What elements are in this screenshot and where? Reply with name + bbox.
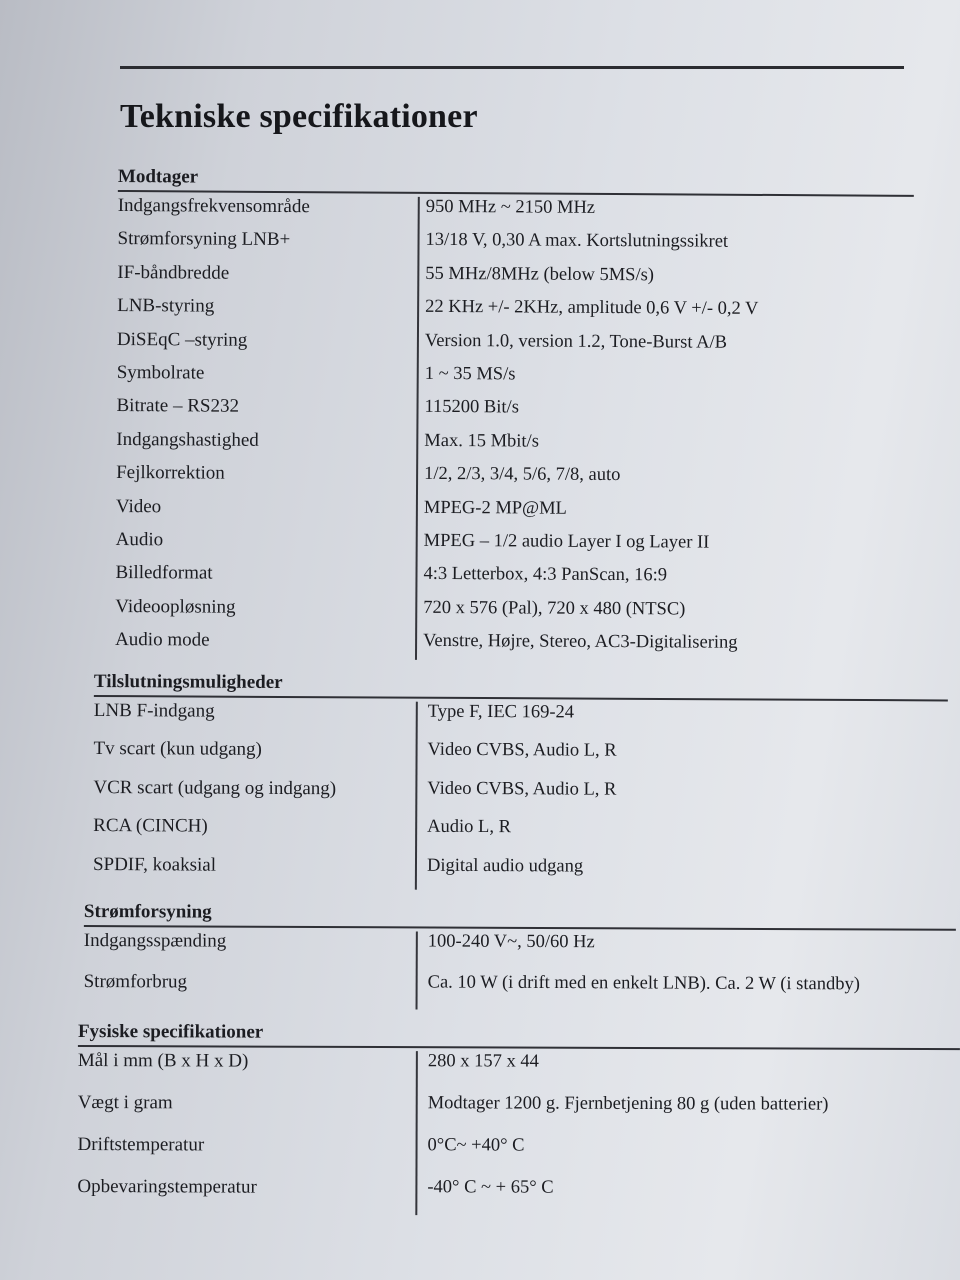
spec-value: Video CVBS, Audio L, R <box>427 740 617 762</box>
spec-row <box>117 295 913 333</box>
spec-label: Vægt i gram <box>77 1091 173 1114</box>
spec-row <box>84 930 956 975</box>
spec-row <box>116 429 912 467</box>
spec-row <box>117 329 913 367</box>
spec-value: 115200 Bit/s <box>424 397 519 418</box>
spec-label: Tv scart (kun udgang) <box>93 738 262 761</box>
section-heading <box>118 165 914 194</box>
section-heading-text: Fysiske specifikationer <box>77 1021 264 1043</box>
spec-label: Strømforbrug <box>83 970 188 993</box>
section-tilslutningsmuligheder <box>93 670 948 896</box>
spec-label: RCA (CINCH) <box>93 815 208 837</box>
spec-label: Fejlkorrektion <box>116 462 225 484</box>
spec-row <box>117 262 913 300</box>
spec-label: DiSEqC –styring <box>116 328 248 351</box>
spec-label: Audio <box>115 528 164 551</box>
spec-label: Indgangsfrekvensområde <box>117 194 310 218</box>
section-fysiske-specifikationer <box>77 1020 960 1221</box>
section-heading <box>84 900 956 928</box>
spec-label: Mål i mm (B x H x D) <box>77 1049 249 1072</box>
spec-row <box>115 596 911 634</box>
spec-label: VCR scart (udgang og indgang) <box>93 776 337 800</box>
spec-row <box>77 1176 959 1221</box>
spec-label: Video <box>115 495 162 517</box>
spec-row <box>93 815 947 858</box>
spec-row <box>84 971 956 1016</box>
spec-row <box>78 1092 960 1137</box>
section-modtager <box>115 165 914 667</box>
spec-table <box>115 195 914 667</box>
spec-value: Modtager 1200 g. Fjernbetjening 80 g (uden batterier) <box>427 1093 829 1115</box>
spec-value: 55 MHz/8MHz (below 5MS/s) <box>425 263 655 286</box>
section-rule <box>78 1045 960 1050</box>
spec-value: -40° C ~ + 65° C <box>427 1177 554 1198</box>
spec-label: Bitrate – RS232 <box>116 395 240 418</box>
spec-value: 13/18 V, 0,30 A max. Kortslutningssikret <box>425 230 729 253</box>
section-heading <box>94 670 948 698</box>
spec-value: 1/2, 2/3, 3/4, 5/6, 7/8, auto <box>424 464 621 486</box>
spec-label: Driftstemperatur <box>77 1133 205 1156</box>
spec-value: Type F, IEC 169-24 <box>427 701 575 723</box>
section-heading-text: Tilslutningsmuligheder <box>93 671 283 693</box>
spec-value: 1 ~ 35 MS/s <box>424 363 516 385</box>
spec-row <box>117 228 913 266</box>
spec-value: 0°C~ +40° C <box>427 1135 525 1156</box>
spec-value: 100-240 V~, 50/60 Hz <box>427 931 595 953</box>
spec-value: 4:3 Letterbox, 4:3 PanScan, 16:9 <box>423 564 668 586</box>
spec-value: MPEG – 1/2 audio Layer I og Layer II <box>423 530 710 553</box>
page-title: Tekniske specifikationer <box>120 98 478 135</box>
spec-value: Max. 15 Mbit/s <box>424 430 539 452</box>
spec-row <box>93 777 947 820</box>
spec-value: Audio L, R <box>427 816 511 838</box>
top-rule <box>120 66 904 69</box>
section-heading <box>78 1020 960 1047</box>
spec-table <box>93 700 948 896</box>
spec-row <box>77 1134 959 1179</box>
spec-row <box>116 462 912 500</box>
section-heading-text: Strømforsyning <box>83 901 212 923</box>
spec-row <box>93 854 947 897</box>
spec-value: Version 1.0, version 1.2, Tone-Burst A/B <box>424 330 728 353</box>
spec-value: Ca. 10 W (i drift med en enkelt LNB). Ca. 2 W (i standby) <box>427 972 860 995</box>
spec-label: IF-båndbredde <box>117 261 230 284</box>
spec-row <box>118 195 914 233</box>
spec-label: LNB F-indgang <box>93 699 215 722</box>
spec-value: 950 MHz ~ 2150 MHz <box>425 196 596 218</box>
spec-label: Indgangshastighed <box>116 428 259 451</box>
spec-table <box>77 1050 960 1221</box>
spec-value: Venstre, Højre, Stereo, AC3-Digitalisering <box>423 630 738 653</box>
spec-label: LNB-styring <box>117 295 215 317</box>
spec-value: Digital audio udgang <box>426 855 584 877</box>
spec-row <box>115 629 911 667</box>
spec-row <box>117 362 913 400</box>
spec-label: Symbolrate <box>116 361 205 384</box>
spec-label: Indgangsspænding <box>83 929 227 952</box>
spec-row <box>116 395 912 433</box>
spec-value: 22 KHz +/- 2KHz, amplitude 0,6 V +/- 0,2 V <box>425 297 759 320</box>
section-heading-text: Modtager <box>117 165 199 188</box>
spec-row <box>78 1050 960 1095</box>
spec-label: Opbevaringstemperatur <box>77 1175 257 1198</box>
spec-label: Billedformat <box>115 562 213 584</box>
spec-label: Strømforsyning LNB+ <box>117 228 291 251</box>
spec-row <box>94 700 948 743</box>
spec-table <box>84 930 956 1016</box>
spec-value: MPEG-2 MP@ML <box>423 497 567 519</box>
spec-row <box>116 496 912 534</box>
spec-label: SPDIF, koaksial <box>92 853 217 876</box>
spec-label: Videoopløsning <box>115 595 236 618</box>
spec-row <box>116 529 912 567</box>
spec-row <box>93 738 947 781</box>
spec-label: Audio mode <box>115 629 210 651</box>
spec-value: Video CVBS, Audio L, R <box>427 778 617 800</box>
section-stromforsyning <box>84 900 956 1016</box>
spec-value: 720 x 576 (Pal), 720 x 480 (NTSC) <box>423 597 686 620</box>
spec-value: 280 x 157 x 44 <box>427 1051 539 1072</box>
spec-row <box>115 562 911 600</box>
